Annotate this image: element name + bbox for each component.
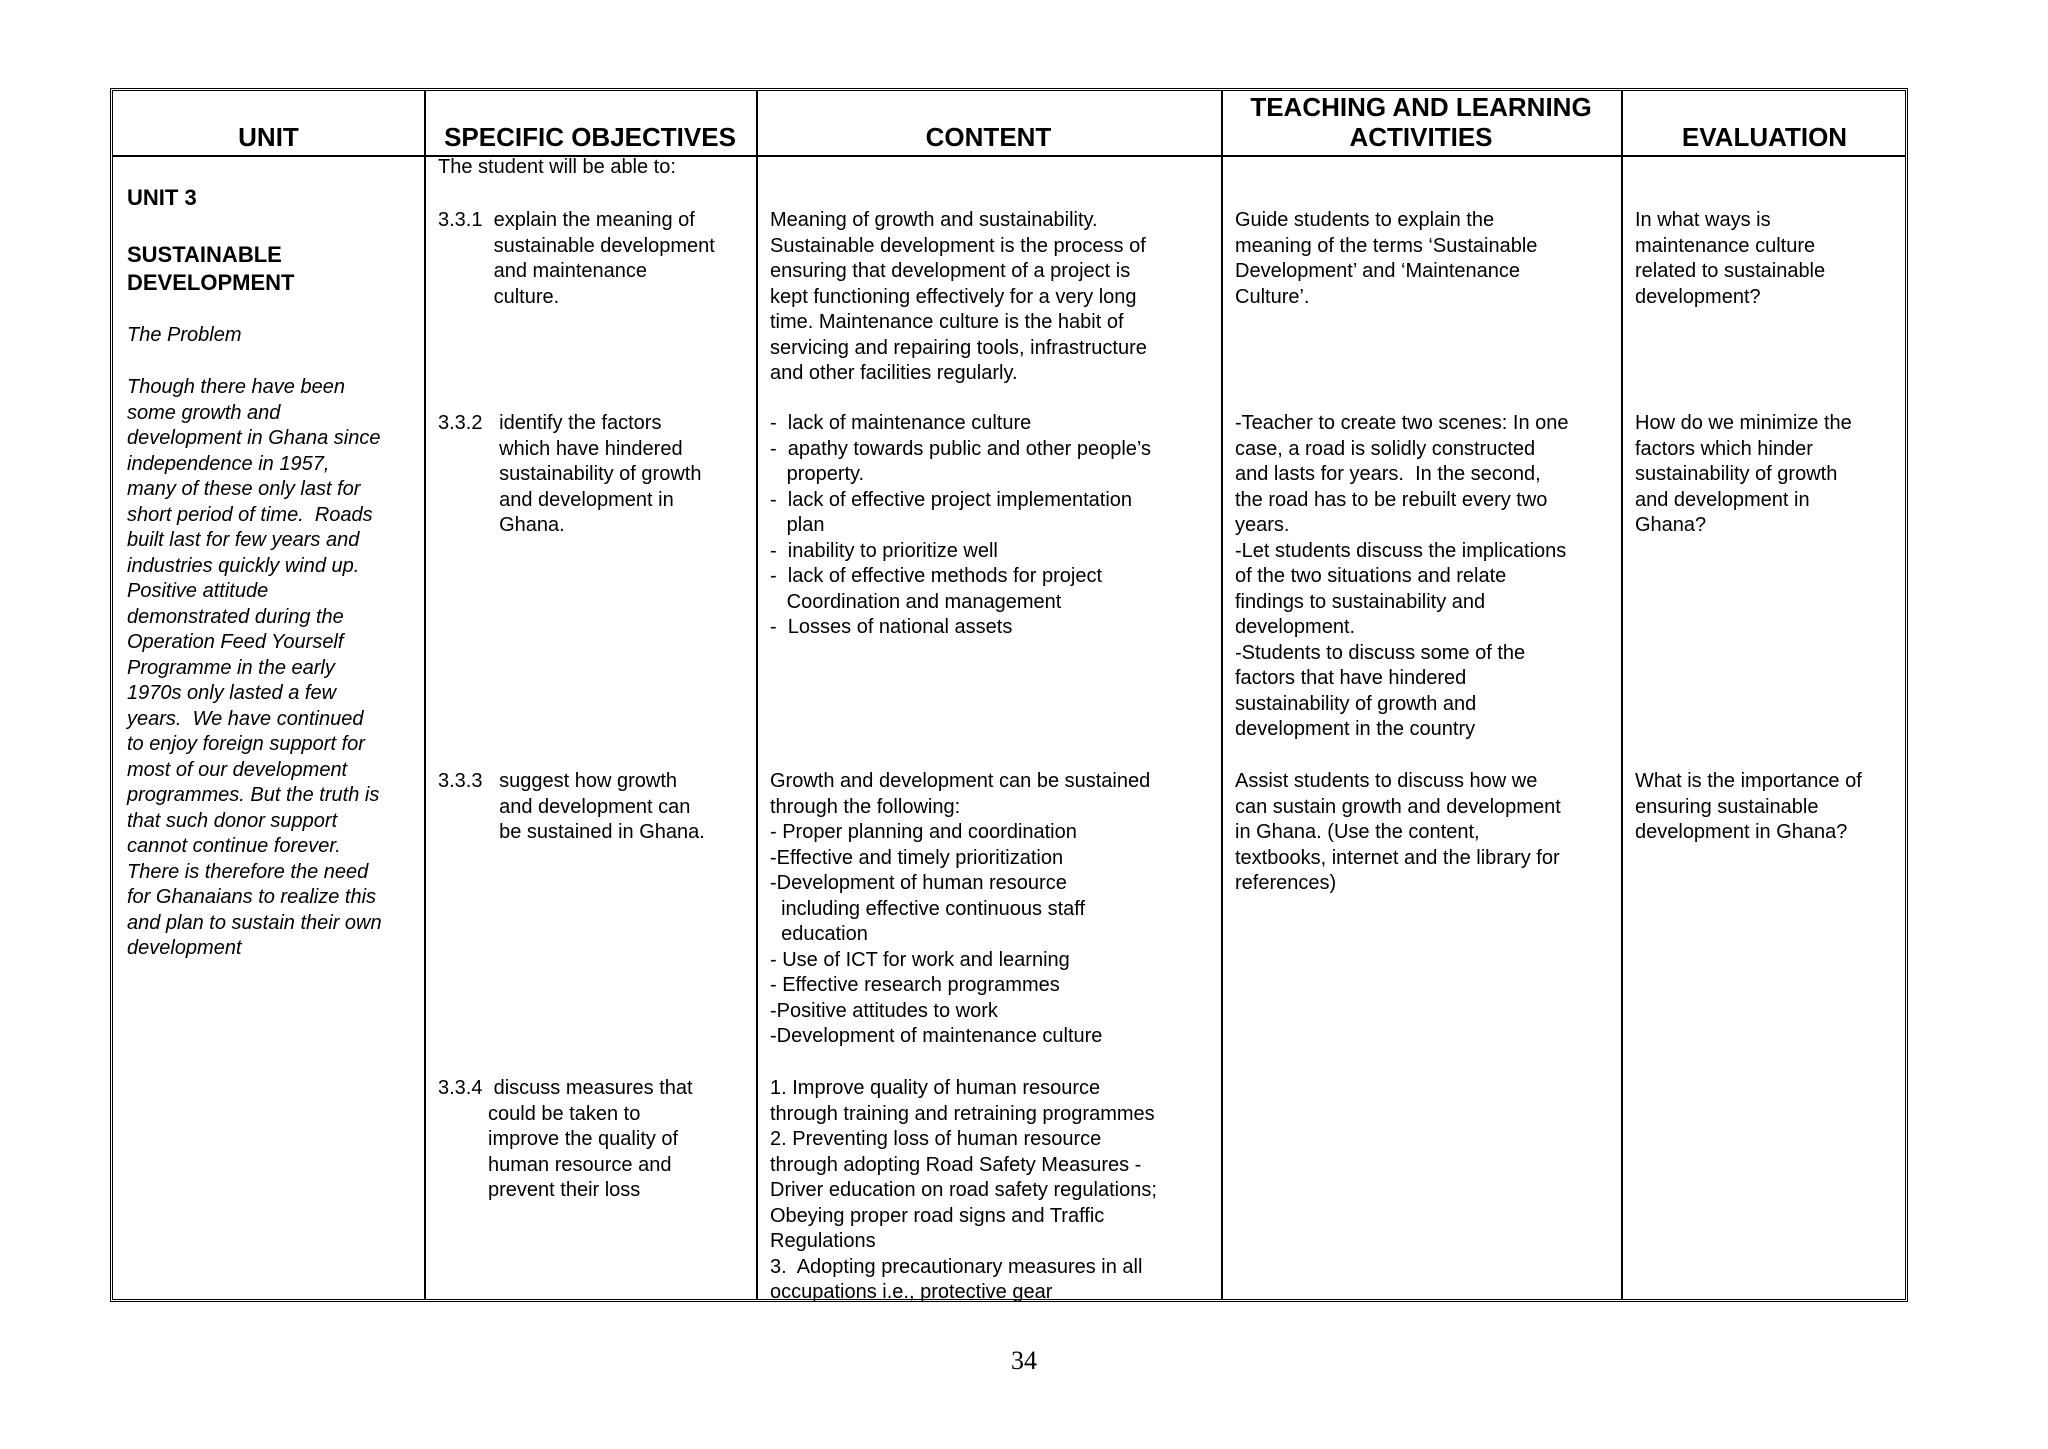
evaluation-3-3-1: In what ways is maintenance culture related to sustainable development? <box>1635 209 1826 308</box>
content-3-3-2: - lack of maintenance culture - apathy towards public and other people’s property. - lack of effective project implementation plan - inability to prioritize well - lack of effective methods for project Coordination and management - Losses of national assets <box>770 412 1151 638</box>
objective-3-3-2: 3.3.2 identify the factors which have hindered sustainability of growth and development in Ghana. <box>438 412 702 536</box>
objectives-intro: The student will be able to: <box>438 156 676 178</box>
column-divider <box>424 91 426 1299</box>
content-3-3-4: 1. Improve quality of human resource through training and retraining programmes 2. Preventing loss of human resource through adopting Road Safety Measures - Driver education on road safety regulations; Obeying proper road signs and Traffic Regulations 3. Adopting precautionary measures in all occupations i.e., protective gear <box>770 1077 1157 1303</box>
header-evaluation: EVALUATION <box>1681 122 1848 152</box>
content-3-3-1: Meaning of growth and sustainability. Sustainable development is the process of ensuring that development of a project is kept functioning effectively for a very long time. Maintenance culture is the habit of servicing and repairing tools, infrastructure and other facilities regularly. <box>770 209 1147 384</box>
activities-3-3-2: -Teacher to create two scenes: In one case, a road is solidly constructed and lasts for years. In the second, the road has to be rebuilt every two years. -Let students discuss the implications of the two situations and relate findings to sustainability and development. -Students to discuss some of the factors that have hindered sustainability of growth and development in the country <box>1235 412 1569 740</box>
activities-3-3-1: Guide students to explain the meaning of the terms ‘Sustainable Development’ and ‘Maintenance Culture’. <box>1235 209 1538 308</box>
content-3-3-3: Growth and development can be sustained through the following: - Proper planning and coordination -Effective and timely prioritization -Development of human resource including effective continuous staff education - Use of ICT for work and learning - Effective research programmes -Positive attitudes to work -Development of maintenance culture <box>770 770 1151 1047</box>
problem-text: Though there have been some growth and development in Ghana since independence in 1957, many of these only last for short period of time. Roads built last for few years and industries quickly wind up. Positive attitude demonstrated during the Operation Feed Yourself Programme in the early 1970s only lasted a few years. We have continued to enjoy foreign support for most of our development programmes. But the truth is that such donor support cannot continue forever. There is therefore the need for Ghanaians to realize this and plan to sustain their own development <box>127 376 382 959</box>
header-teaching-learning-activities: TEACHING AND LEARNING ACTIVITIES <box>1250 91 1592 152</box>
curriculum-table <box>110 88 1908 1302</box>
page-number: 34 <box>1011 1346 1037 1375</box>
header-divider <box>113 155 1905 157</box>
objective-3-3-4: 3.3.4 discuss measures that could be taken to improve the quality of human resource and prevent their loss <box>438 1077 693 1201</box>
objective-3-3-1: 3.3.1 explain the meaning of sustainable development and maintenance culture. <box>438 209 715 308</box>
column-divider <box>1621 91 1623 1299</box>
unit-label: UNIT 3 <box>127 185 197 210</box>
evaluation-3-3-3: What is the importance of ensuring sustainable development in Ghana? <box>1635 770 1862 843</box>
column-divider <box>1221 91 1223 1299</box>
evaluation-3-3-2: How do we minimize the factors which hinder sustainability of growth and development in Ghana? <box>1635 412 1852 536</box>
header-specific-objectives: SPECIFIC OBJECTIVES <box>444 122 736 152</box>
activities-3-3-3: Assist students to discuss how we can sustain growth and development in Ghana. (Use the content, textbooks, internet and the library for references) <box>1235 770 1561 894</box>
unit-title-line2: DEVELOPMENT <box>127 270 295 295</box>
unit-title-line1: SUSTAINABLE <box>127 242 282 267</box>
column-divider <box>756 91 758 1299</box>
problem-heading: The Problem <box>127 324 242 346</box>
header-content: CONTENT <box>925 122 1052 152</box>
header-unit: UNIT <box>238 122 299 152</box>
objective-3-3-3: 3.3.3 suggest how growth and development can be sustained in Ghana. <box>438 770 705 843</box>
